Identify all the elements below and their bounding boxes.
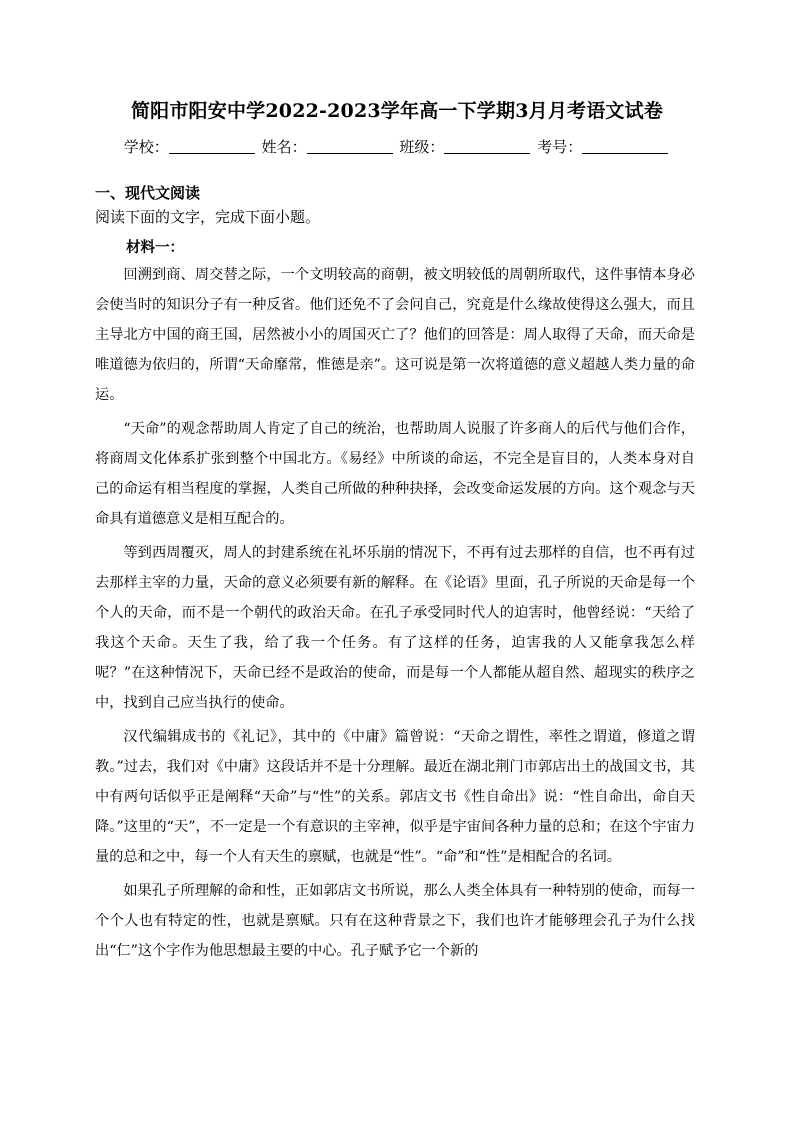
- reading-passage: [95, 260, 695, 966]
- material-label: 材料一：: [126, 239, 184, 256]
- school-field: [124, 136, 257, 157]
- exam-number-label: 考号：: [537, 138, 583, 156]
- exam-number-field: [537, 136, 670, 157]
- school-label: 学校：: [123, 138, 169, 156]
- student-info-line: [0, 136, 794, 157]
- passage-paragraph-1: 回溯到商、周交替之际，一个文明较高的商朝，被文明较低的周朝所取代，这件事情本身必会使当时的知识分子有一种反省。他们还免不了会问自己，究竟是什么缘故使得这么强大，而且主导北方中国的商王国，居然被小小的周国灭亡了？他们的回答是：周人取得了天命，而天命是唯道德为依归的，所谓“天命靡常，惟德是亲”。这可说是第一次将道德的意义超越人类力量的命运。: [95, 267, 695, 403]
- passage-paragraph-4: 汉代编辑成书的《礼记》，其中的《中庸》篇曾说：“天命之谓性，率性之谓道，修道之谓教。”过去，我们对《中庸》这段话并不是十分理解。最近在湖北荆门市郭店出土的战国文书，其中有两句话似乎正是阐释“天命”与“性”的关系。郭店文书《性自命出》说：“性自命出，命自天降。”这里的“天”，不一定是一个有意识的主宰神，似乎是宇宙间各种力量的总和；在这个宇宙力量的总和之中，每一个人有天生的禀赋，也就是“性”。“命”和“性”是相配合的名词。: [95, 729, 695, 865]
- passage-paragraph-5: 如果孔子所理解的命和性，正如郭店文书所说，那么人类全体具有一种特别的使命，而每一个个人也有特定的性，也就是禀赋。只有在这种背景之下，我们也许才能够理会孔子为什么找出“仁”这个字作为他思想最主要的中心。孔子赋予它一个新的: [95, 883, 695, 959]
- school-blank: [169, 139, 255, 154]
- reading-instruction: 阅读下面的文字，完成下面小题。: [95, 208, 321, 226]
- class-label: 班级：: [399, 138, 445, 156]
- exam-title: 简阳市阳安中学2022-2023学年高一下学期3月月考语文试卷: [130, 100, 664, 122]
- name-field: [262, 136, 395, 157]
- passage-paragraph-3: 等到西周覆灭，周人的封建系统在礼坏乐崩的情况下，不再有过去那样的自信，也不再有过去那样主宰的力量，天命的意义必须要有新的解释。在《论语》里面，孔子所说的天命是每一个个人的天命，而不是一个朝代的政治天命。在孔子承受同时代人的迫害时，他曾经说：“天给了我这个天命。天生了我，给了我一个任务。有了这样的任务，迫害我的人又能拿我怎么样呢？”在这种情况下，天命已经不是政治的使命，而是每一个人都能从超自然、超现实的秩序之中，找到自己应当执行的使命。: [95, 545, 695, 711]
- name-label: 姓名：: [261, 138, 307, 156]
- class-field: [399, 136, 532, 157]
- passage-paragraph-2: “天命”的观念帮助周人肯定了自己的统治，也帮助周人说服了许多商人的后代与他们合作，将商周文化体系扩张到整个中国北方。《易经》中所谈的命运，不完全是盲目的，人类本身对自己的命运有相当程度的掌握，人类自己所做的种种抉择，会改变命运发展的方向。这个观念与天命具有道德意义是相互配合的。: [95, 421, 695, 527]
- name-blank: [307, 139, 393, 154]
- section-heading: 一、现代文阅读: [95, 184, 201, 202]
- exam-number-blank: [582, 139, 668, 154]
- class-blank: [444, 139, 530, 154]
